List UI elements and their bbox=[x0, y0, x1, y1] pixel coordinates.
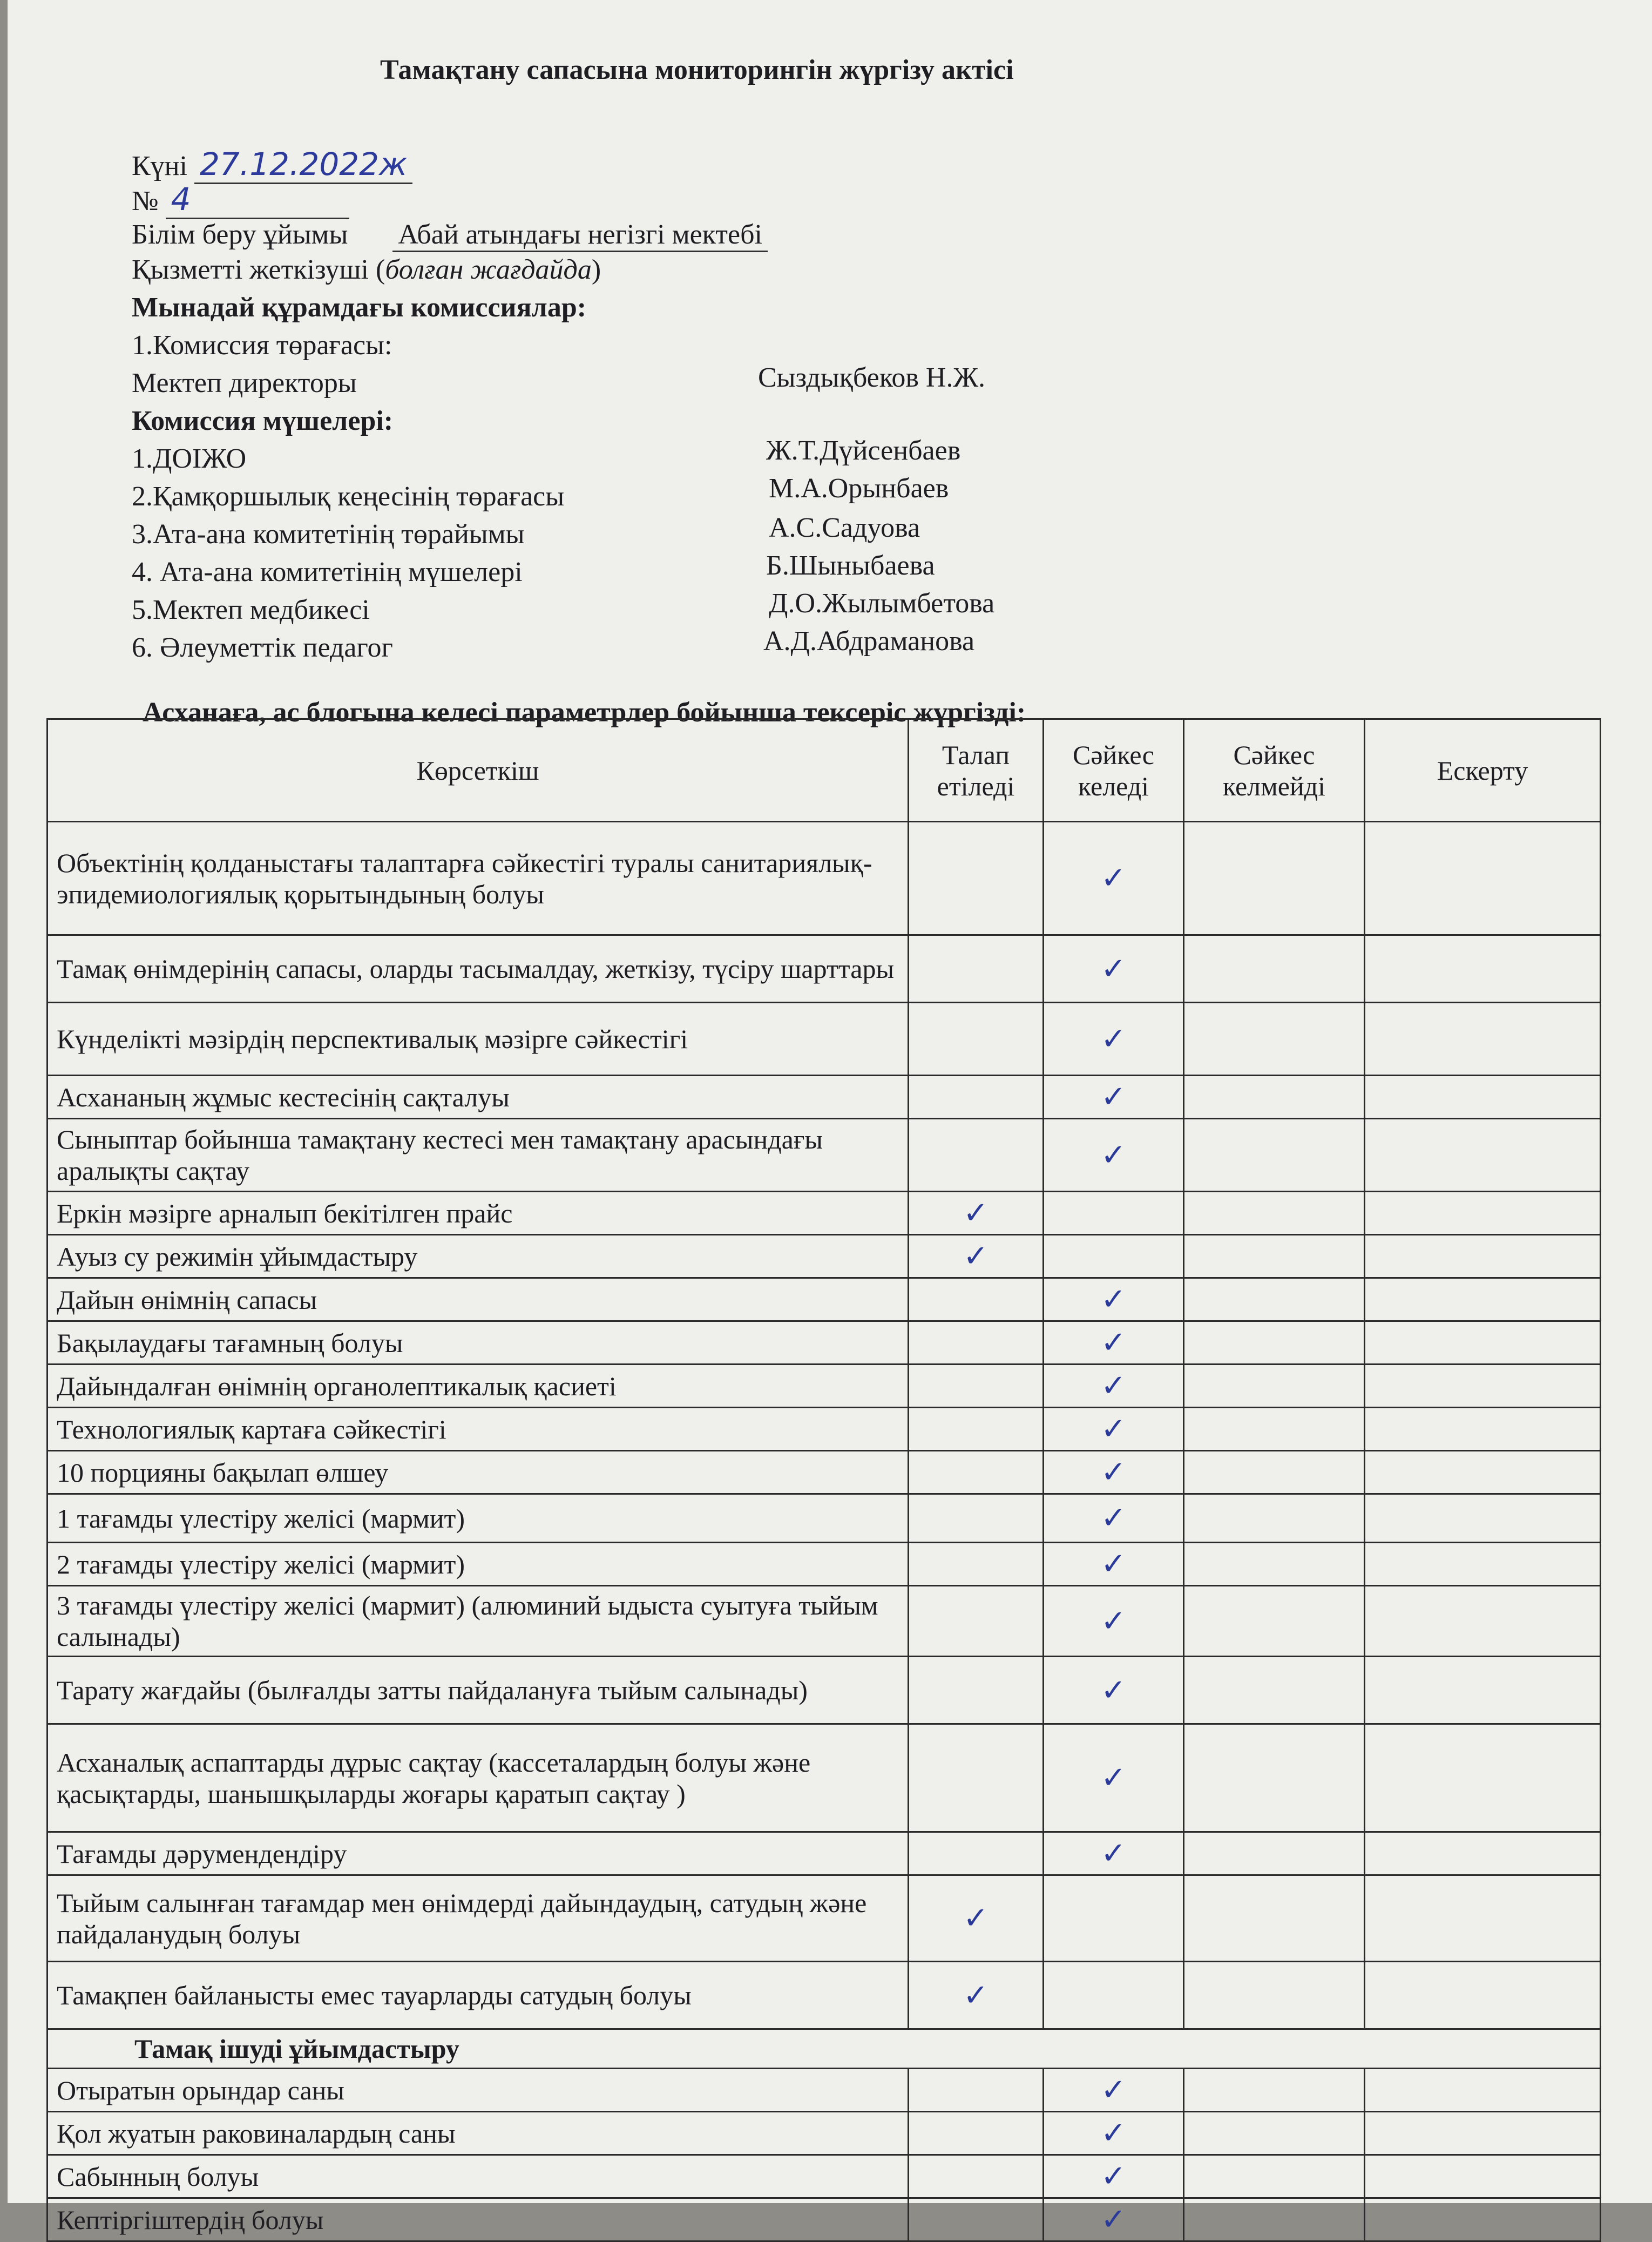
row-noncompliant-mark bbox=[1184, 1657, 1365, 1724]
organization-line bbox=[132, 219, 768, 252]
row-compliant-mark: ✓ bbox=[1044, 1278, 1184, 1321]
row-noncompliant-mark bbox=[1184, 822, 1365, 935]
member-role: 6. Әлеуметтік педагог bbox=[132, 632, 393, 663]
row-indicator: 1 тағамды үлестіру желісі (мармит) bbox=[48, 1494, 909, 1543]
row-note bbox=[1365, 1408, 1601, 1451]
members-heading: Комиссия мүшелері: bbox=[132, 406, 394, 436]
row-compliant-mark: ✓ bbox=[1044, 1451, 1184, 1494]
number-value: 4 bbox=[166, 181, 349, 219]
row-indicator: Дайын өнімнің сапасы bbox=[48, 1278, 909, 1321]
member-name: Б.Шыныбаева bbox=[766, 550, 935, 581]
row-noncompliant-mark bbox=[1184, 1408, 1365, 1451]
table-row bbox=[48, 1192, 1601, 1235]
row-required-mark: ✓ bbox=[909, 1235, 1044, 1278]
row-required-mark bbox=[909, 1408, 1044, 1451]
header-compliant: Сәйкес келеді bbox=[1044, 719, 1184, 822]
row-compliant-mark: ✓ bbox=[1044, 1657, 1184, 1724]
row-indicator: 2 тағамды үлестіру желісі (мармит) bbox=[48, 1543, 909, 1586]
document-page bbox=[8, 0, 1652, 2237]
table-row bbox=[48, 1875, 1601, 1962]
row-noncompliant-mark bbox=[1184, 1494, 1365, 1543]
row-required-mark bbox=[909, 1451, 1044, 1494]
row-note bbox=[1365, 1235, 1601, 1278]
row-indicator: Асханалық аспаптарды дұрыс сақтау (кассеталардың болуы және қасықтарды, шанышқыларды жоғары қаратып сақтау ) bbox=[48, 1724, 909, 1832]
member-role: 2.Қамқоршылық кеңесінің төрағасы bbox=[132, 481, 565, 512]
row-noncompliant-mark bbox=[1184, 1962, 1365, 2029]
row-indicator: Еркін мәзірге арналып бекітілген прайс bbox=[48, 1192, 909, 1235]
row-compliant-mark: ✓ bbox=[1044, 1586, 1184, 1657]
row-compliant-mark: ✓ bbox=[1044, 1724, 1184, 1832]
table-header-row bbox=[48, 719, 1601, 822]
row-noncompliant-mark bbox=[1184, 1832, 1365, 1875]
member-name: Д.О.Жылымбетова bbox=[769, 588, 995, 619]
row-note bbox=[1365, 1875, 1601, 1962]
row-note bbox=[1365, 1119, 1601, 1192]
row-indicator: Технологиялық картаға сәйкестігі bbox=[48, 1408, 909, 1451]
table-row bbox=[48, 2198, 1601, 2241]
row-noncompliant-mark bbox=[1184, 1543, 1365, 1586]
row-note bbox=[1365, 1278, 1601, 1321]
chair-name: Сыздықбеков Н.Ж. bbox=[758, 362, 986, 393]
row-noncompliant-mark bbox=[1184, 2155, 1365, 2198]
row-required-mark bbox=[909, 822, 1044, 935]
chair-role: Мектеп директоры bbox=[132, 368, 357, 399]
row-note bbox=[1365, 935, 1601, 1003]
subsection-title: Тамақ ішуді ұйымдастыру bbox=[48, 2029, 1601, 2069]
row-indicator: Тағамды дәрумендендіру bbox=[48, 1832, 909, 1875]
table-row bbox=[48, 935, 1601, 1003]
row-noncompliant-mark bbox=[1184, 1278, 1365, 1321]
table-row bbox=[48, 1278, 1601, 1321]
header-required: Талап етіледі bbox=[909, 719, 1044, 822]
row-required-mark bbox=[909, 935, 1044, 1003]
row-required-mark bbox=[909, 1278, 1044, 1321]
row-required-mark bbox=[909, 1543, 1044, 1586]
row-required-mark bbox=[909, 2112, 1044, 2155]
date-label: Күні bbox=[132, 151, 187, 181]
row-noncompliant-mark bbox=[1184, 2069, 1365, 2112]
row-compliant-mark bbox=[1044, 1962, 1184, 2029]
row-note bbox=[1365, 2069, 1601, 2112]
row-noncompliant-mark bbox=[1184, 935, 1365, 1003]
table-row bbox=[48, 2069, 1601, 2112]
row-note bbox=[1365, 1451, 1601, 1494]
table-row bbox=[48, 822, 1601, 935]
row-note bbox=[1365, 1321, 1601, 1365]
number-line bbox=[132, 181, 349, 219]
table-row bbox=[48, 1321, 1601, 1365]
row-compliant-mark: ✓ bbox=[1044, 1408, 1184, 1451]
row-compliant-mark: ✓ bbox=[1044, 1365, 1184, 1408]
header-note: Ескерту bbox=[1365, 719, 1601, 822]
row-compliant-mark: ✓ bbox=[1044, 2112, 1184, 2155]
row-compliant-mark bbox=[1044, 1875, 1184, 1962]
supplier-label: Қызметті жеткізуші ( bbox=[132, 254, 385, 285]
row-noncompliant-mark bbox=[1184, 1235, 1365, 1278]
row-compliant-mark: ✓ bbox=[1044, 935, 1184, 1003]
row-indicator: Асхананың жұмыс кестесінің сақталуы bbox=[48, 1076, 909, 1119]
row-indicator: Тарату жағдайы (былғалды затты пайдалануға тыйым салынады) bbox=[48, 1657, 909, 1724]
row-noncompliant-mark bbox=[1184, 1451, 1365, 1494]
row-required-mark bbox=[909, 1494, 1044, 1543]
member-name: А.С.Садуова bbox=[769, 512, 920, 543]
table-row bbox=[48, 1494, 1601, 1543]
organization-label: Білім беру ұйымы bbox=[132, 219, 348, 250]
header-noncompliant: Сәйкес келмейді bbox=[1184, 719, 1365, 822]
table-row bbox=[48, 1076, 1601, 1119]
table-row bbox=[48, 1586, 1601, 1657]
number-label: № bbox=[132, 186, 159, 217]
member-name: Ж.Т.Дүйсенбаев bbox=[766, 435, 961, 466]
table-row bbox=[48, 1003, 1601, 1076]
row-noncompliant-mark bbox=[1184, 1586, 1365, 1657]
row-note bbox=[1365, 1724, 1601, 1832]
row-note bbox=[1365, 2198, 1601, 2241]
row-required-mark bbox=[909, 1076, 1044, 1119]
row-compliant-mark: ✓ bbox=[1044, 1321, 1184, 1365]
chair-label: 1.Комиссия төрағасы: bbox=[132, 330, 392, 361]
row-note bbox=[1365, 1003, 1601, 1076]
inspection-table bbox=[46, 718, 1601, 2242]
table-row bbox=[48, 1408, 1601, 1451]
row-noncompliant-mark bbox=[1184, 1365, 1365, 1408]
section-title: Асханаға, ас блогына келесі параметрлер бойынша тексеріс жүргізді: bbox=[143, 697, 1026, 728]
row-compliant-mark: ✓ bbox=[1044, 1494, 1184, 1543]
commission-heading: Мынадай құрамдағы комиссиялар: bbox=[132, 292, 587, 323]
row-note bbox=[1365, 1543, 1601, 1586]
row-indicator: Қол жуатын раковиналардың саны bbox=[48, 2112, 909, 2155]
row-note bbox=[1365, 1832, 1601, 1875]
row-indicator: Тыйым салынған тағамдар мен өнімдерді дайындаудың, сатудың және пайдаланудың болуы bbox=[48, 1875, 909, 1962]
table-row bbox=[48, 2155, 1601, 2198]
row-compliant-mark bbox=[1044, 1235, 1184, 1278]
row-note bbox=[1365, 1192, 1601, 1235]
row-compliant-mark: ✓ bbox=[1044, 2155, 1184, 2198]
member-role: 4. Ата-ана комитетінің мүшелері bbox=[132, 557, 523, 587]
row-required-mark bbox=[909, 1724, 1044, 1832]
row-note bbox=[1365, 1076, 1601, 1119]
row-indicator: Сыныптар бойынша тамақтану кестесі мен тамақтану арасындағы аралықты сақтау bbox=[48, 1119, 909, 1192]
row-indicator: Күнделікті мәзірдің перспективалық мәзірге сәйкестігі bbox=[48, 1003, 909, 1076]
row-indicator: Тамақ өнімдерінің сапасы, оларды тасымалдау, жеткізу, түсіру шарттары bbox=[48, 935, 909, 1003]
row-compliant-mark bbox=[1044, 1192, 1184, 1235]
table-row bbox=[48, 1832, 1601, 1875]
header-indicator: Көрсеткіш bbox=[48, 719, 909, 822]
row-noncompliant-mark bbox=[1184, 1724, 1365, 1832]
subsection-row bbox=[48, 2029, 1601, 2069]
row-noncompliant-mark bbox=[1184, 1875, 1365, 1962]
supplier-line bbox=[132, 254, 601, 286]
row-compliant-mark: ✓ bbox=[1044, 1543, 1184, 1586]
row-required-mark bbox=[909, 1586, 1044, 1657]
row-indicator: 10 порцияны бақылап өлшеу bbox=[48, 1451, 909, 1494]
member-role: 1.ДОІЖО bbox=[132, 443, 247, 474]
member-name: М.А.Орынбаев bbox=[769, 473, 949, 504]
row-note bbox=[1365, 2155, 1601, 2198]
row-required-mark bbox=[909, 2155, 1044, 2198]
table-row bbox=[48, 1119, 1601, 1192]
row-indicator: 3 тағамды үлестіру желісі (мармит) (алюминий ыдыста суытуға тыйым салынады) bbox=[48, 1586, 909, 1657]
supplier-note: болған жағдайда bbox=[385, 254, 592, 285]
row-note bbox=[1365, 1365, 1601, 1408]
row-required-mark: ✓ bbox=[909, 1192, 1044, 1235]
table-row bbox=[48, 2112, 1601, 2155]
row-note bbox=[1365, 1962, 1601, 2029]
table-row bbox=[48, 1543, 1601, 1586]
row-compliant-mark: ✓ bbox=[1044, 822, 1184, 935]
row-required-mark bbox=[909, 1119, 1044, 1192]
member-name: А.Д.Абдраманова bbox=[763, 626, 975, 657]
row-compliant-mark: ✓ bbox=[1044, 2069, 1184, 2112]
table-row bbox=[48, 1962, 1601, 2029]
table-row bbox=[48, 1235, 1601, 1278]
row-required-mark bbox=[909, 1832, 1044, 1875]
row-noncompliant-mark bbox=[1184, 2198, 1365, 2241]
row-required-mark bbox=[909, 1657, 1044, 1724]
organization-value: Абай атындағы негізгі мектебі bbox=[392, 219, 768, 252]
date-line bbox=[132, 146, 412, 184]
row-note bbox=[1365, 822, 1601, 935]
row-indicator: Отыратын орындар саны bbox=[48, 2069, 909, 2112]
row-noncompliant-mark bbox=[1184, 1003, 1365, 1076]
row-required-mark bbox=[909, 2069, 1044, 2112]
row-indicator: Объектінің қолданыстағы талаптарға сәйкестігі туралы санитариялық-эпидемиологиялық қорытындының болуы bbox=[48, 822, 909, 935]
table-row bbox=[48, 1451, 1601, 1494]
date-value: 27.12.2022ж bbox=[194, 146, 412, 184]
row-required-mark: ✓ bbox=[909, 1875, 1044, 1962]
row-indicator: Дайындалған өнімнің органолептикалық қасиеті bbox=[48, 1365, 909, 1408]
row-compliant-mark: ✓ bbox=[1044, 1076, 1184, 1119]
row-compliant-mark: ✓ bbox=[1044, 2198, 1184, 2241]
member-role: 5.Мектеп медбикесі bbox=[132, 595, 370, 625]
row-note bbox=[1365, 1494, 1601, 1543]
row-note bbox=[1365, 1657, 1601, 1724]
table-body bbox=[48, 822, 1601, 2241]
row-required-mark bbox=[909, 1365, 1044, 1408]
row-noncompliant-mark bbox=[1184, 1076, 1365, 1119]
row-noncompliant-mark bbox=[1184, 2112, 1365, 2155]
row-indicator: Ауыз су режимін ұйымдастыру bbox=[48, 1235, 909, 1278]
row-indicator: Тамақпен байланысты емес тауарларды сатудың болуы bbox=[48, 1962, 909, 2029]
supplier-close: ) bbox=[591, 254, 601, 285]
row-note bbox=[1365, 2112, 1601, 2155]
row-required-mark: ✓ bbox=[909, 1962, 1044, 2029]
row-compliant-mark: ✓ bbox=[1044, 1119, 1184, 1192]
row-required-mark bbox=[909, 2198, 1044, 2241]
row-required-mark bbox=[909, 1003, 1044, 1076]
member-role: 3.Ата-ана комитетінің төрайымы bbox=[132, 519, 525, 550]
row-noncompliant-mark bbox=[1184, 1321, 1365, 1365]
row-indicator: Бақылаудағы тағамның болуы bbox=[48, 1321, 909, 1365]
row-indicator: Сабынның болуы bbox=[48, 2155, 909, 2198]
row-compliant-mark: ✓ bbox=[1044, 1003, 1184, 1076]
table-row bbox=[48, 1657, 1601, 1724]
table-row bbox=[48, 1724, 1601, 1832]
row-required-mark bbox=[909, 1321, 1044, 1365]
row-compliant-mark: ✓ bbox=[1044, 1832, 1184, 1875]
row-noncompliant-mark bbox=[1184, 1192, 1365, 1235]
row-noncompliant-mark bbox=[1184, 1119, 1365, 1192]
document-title: Тамақтану сапасына мониторингін жүргізу актісі bbox=[380, 55, 1014, 85]
row-note bbox=[1365, 1586, 1601, 1657]
row-indicator: Кептіргіштердің болуы bbox=[48, 2198, 909, 2241]
table-row bbox=[48, 1365, 1601, 1408]
